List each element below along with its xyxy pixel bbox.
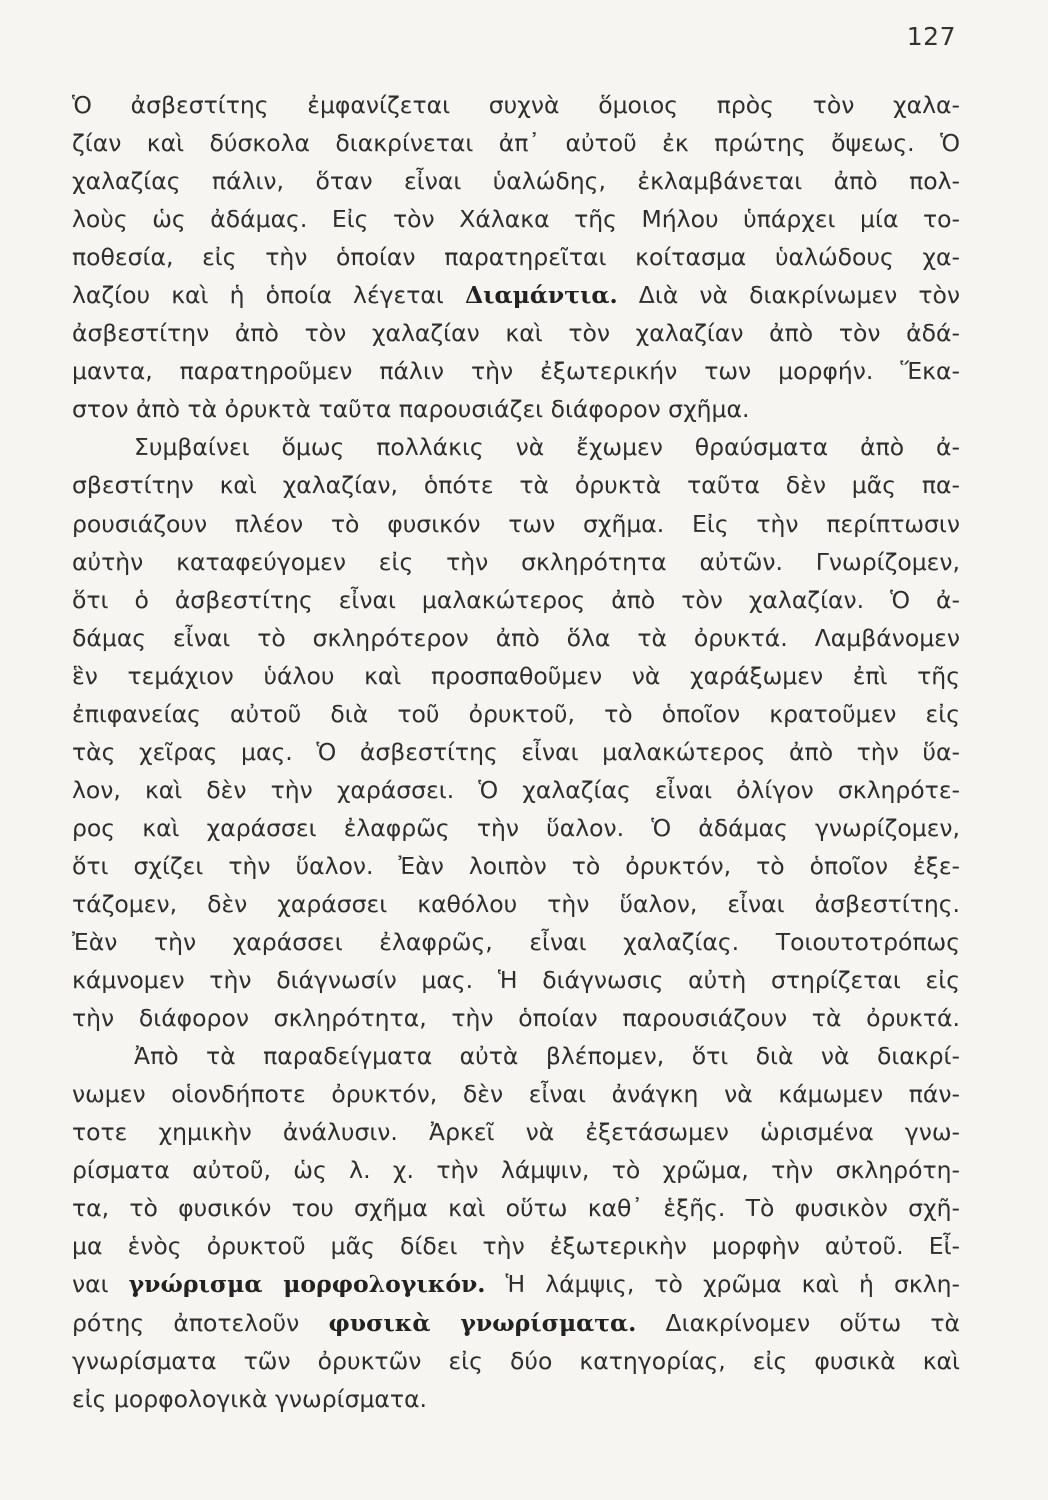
text-segment: Ἐὰν τὴν χαράσσει ἐλαφρῶς, εἶναι χαλαζίας. Τοιουτοτρόπως [72, 928, 960, 957]
bold-term: Διαμάντια. [464, 281, 618, 310]
text-line [72, 1037, 960, 1075]
text-segment: τα, τὸ φυσικόν του σχῆμα καὶ οὕτω καθ᾿ ἑξῆς. Τὸ φυσικὸν σχῆ- [72, 1194, 960, 1223]
text-line [72, 847, 960, 885]
text-line [72, 276, 960, 314]
text-line [72, 961, 960, 999]
text-line [72, 124, 960, 162]
text-segment: Διὰ νὰ διακρίνωμεν τὸν [617, 281, 960, 310]
text-segment: αὐτὴν καταφεύγομεν εἰς τὴν σκληρότητα αὐτῶν. Γνωρίζομεν, [72, 547, 960, 576]
text-segment: κάμνομεν τὴν διάγνωσίν μας. Ἡ διάγνωσις αὐτὴ στηρίζεται εἰς [72, 966, 960, 995]
text-segment: μα ἑνὸς ὀρυκτοῦ μᾶς δίδει τὴν ἐξωτερικὴν μορφὴν αὐτοῦ. Εἶ- [72, 1232, 960, 1261]
text-segment: ρος καὶ χαράσσει ἐλαφρῶς τὴν ὕαλον. Ὁ ἀδάμας γνωρίζομεν, [72, 813, 960, 842]
bold-term: γνώρισμα μορφολογικόν. [128, 1270, 486, 1299]
text-line [72, 352, 960, 390]
text-segment: λοὺς ὡς ἀδάμας. Εἰς τὸν Χάλακα τῆς Μήλου ὑπάρχει μία το- [72, 205, 960, 234]
text-line [72, 238, 960, 276]
text-line [72, 390, 960, 428]
text-line [72, 1304, 960, 1342]
text-segment: ἀσβεστίτην ἀπὸ τὸν χαλαζίαν καὶ τὸν χαλαζίαν ἀπὸ τὸν ἀδά- [72, 319, 960, 348]
text-line [72, 1380, 960, 1418]
text-line [72, 1227, 960, 1265]
text-line [72, 543, 960, 581]
text-line [72, 314, 960, 352]
text-segment: τὴν διάφορον σκληρότητα, τὴν ὁποίαν παρουσιάζουν τὰ ὀρυκτά. [72, 1004, 960, 1033]
text-line [72, 1265, 960, 1303]
text-segment: ναι [72, 1270, 129, 1299]
text-line [72, 657, 960, 695]
text-segment: δάμας εἶναι τὸ σκληρότερον ἀπὸ ὅλα τὰ ὀρυκτά. Λαμβάνομεν [72, 623, 960, 652]
text-segment: λον, καὶ δὲν τὴν χαράσσει. Ὁ χαλαζίας εἶναι ὀλίγον σκληρότε- [72, 775, 960, 804]
text-segment: ἐπιφανείας αὐτοῦ διὰ τοῦ ὀρυκτοῦ, τὸ ὁποῖον κρατοῦμεν εἰς [72, 699, 960, 728]
text-segment: μαντα, παρατηροῦμεν πάλιν τὴν ἐξωτερικήν των μορφήν. Ἕκα- [72, 357, 960, 386]
bold-term: φυσικὰ γνωρίσματα. [328, 1308, 637, 1337]
text-segment: τοτε χημικὴν ἀνάλυσιν. Ἀρκεῖ νὰ ἐξετάσωμεν ὡρισμένα γνω- [72, 1118, 960, 1147]
text-segment: ὅτι σχίζει τὴν ὕαλον. Ἐὰν λοιπὸν τὸ ὀρυκτόν, τὸ ὁποῖον ἐξε- [72, 851, 960, 880]
text-line [72, 1151, 960, 1189]
text-segment: Διακρίνομεν οὕτω τὰ [636, 1308, 961, 1337]
text-line [72, 999, 960, 1037]
text-segment: ρίσματα αὐτοῦ, ὡς λ. χ. τὴν λάμψιν, τὸ χρῶμα, τὴν σκληρότη- [72, 1156, 960, 1185]
text-segment: ἓν τεμάχιον ὑάλου καὶ προσπαθοῦμεν νὰ χαράξωμεν ἐπὶ τῆς [72, 661, 960, 690]
text-segment: ρουσιάζουν πλέον τὸ φυσικόν των σχῆμα. Εἰς τὴν περίπτωσιν [72, 509, 960, 538]
text-line [72, 505, 960, 543]
page-number: 127 [906, 22, 956, 51]
text-line [72, 428, 960, 466]
text-line [72, 581, 960, 619]
text-segment: τὰς χεῖρας μας. Ὁ ἀσβεστίτης εἶναι μαλακώτερος ἀπὸ τὴν ὕα- [72, 737, 960, 766]
body-text [72, 86, 960, 1418]
text-segment: χαλαζίας πάλιν, ὅταν εἶναι ὑαλώδης, ἐκλαμβάνεται ἀπὸ πολ- [72, 167, 960, 196]
text-line [72, 1342, 960, 1380]
text-segment: λαζίου καὶ ἡ ὁποία λέγεται [72, 281, 465, 310]
text-segment: στον ἀπὸ τὰ ὀρυκτὰ ταῦτα παρουσιάζει διάφορον σχῆμα. [72, 395, 750, 424]
text-line [72, 1113, 960, 1151]
text-line [72, 771, 960, 809]
text-segment: Ἀπὸ τὰ παραδείγματα αὐτὰ βλέπομεν, ὅτι διὰ νὰ διακρί- [134, 1042, 960, 1071]
text-line [72, 1075, 960, 1113]
text-line [72, 695, 960, 733]
text-line [72, 200, 960, 238]
text-line [72, 733, 960, 771]
text-segment: ρότης ἀποτελοῦν [72, 1308, 329, 1337]
text-line [72, 466, 960, 504]
text-segment: ὅτι ὁ ἀσβεστίτης εἶναι μαλακώτερος ἀπὸ τὸν χαλαζίαν. Ὁ ἀ- [72, 585, 960, 614]
text-line [72, 885, 960, 923]
text-segment: τάζομεν, δὲν χαράσσει καθόλου τὴν ὕαλον, εἶναι ἀσβεστίτης. [72, 889, 960, 918]
text-segment: γνωρίσματα τῶν ὀρυκτῶν εἰς δύο κατηγορίας, εἰς φυσικὰ καὶ [72, 1346, 960, 1375]
text-segment: Ὁ ἀσβεστίτης ἐμφανίζεται συχνὰ ὅμοιος πρὸς τὸν χαλα- [72, 91, 960, 119]
text-line [72, 86, 960, 124]
text-line [72, 923, 960, 961]
text-segment: εἰς μορφολογικὰ γνωρίσματα. [72, 1384, 428, 1413]
text-segment: ποθεσία, εἰς τὴν ὁποίαν παρατηρεῖται κοίτασμα ὑαλώδους χα- [72, 243, 960, 272]
text-segment: νωμεν οἱονδήποτε ὀρυκτόν, δὲν εἶναι ἀνάγκη νὰ κάμωμεν πάν- [72, 1080, 960, 1109]
text-line [72, 619, 960, 657]
text-segment: Ἡ λάμψις, τὸ χρῶμα καὶ ἡ σκλη- [485, 1270, 960, 1299]
text-segment: σβεστίτην καὶ χαλαζίαν, ὁπότε τὰ ὀρυκτὰ ταῦτα δὲν μᾶς πα- [72, 471, 960, 500]
text-line [72, 162, 960, 200]
text-line [72, 809, 960, 847]
text-segment: ζίαν καὶ δύσκολα διακρίνεται ἀπ᾿ αὐτοῦ ἐκ πρώτης ὄψεως. Ὁ [72, 129, 960, 158]
text-segment: Συμβαίνει ὅμως πολλάκις νὰ ἔχωμεν θραύσματα ἀπὸ ἀ- [134, 433, 960, 462]
text-line [72, 1189, 960, 1227]
